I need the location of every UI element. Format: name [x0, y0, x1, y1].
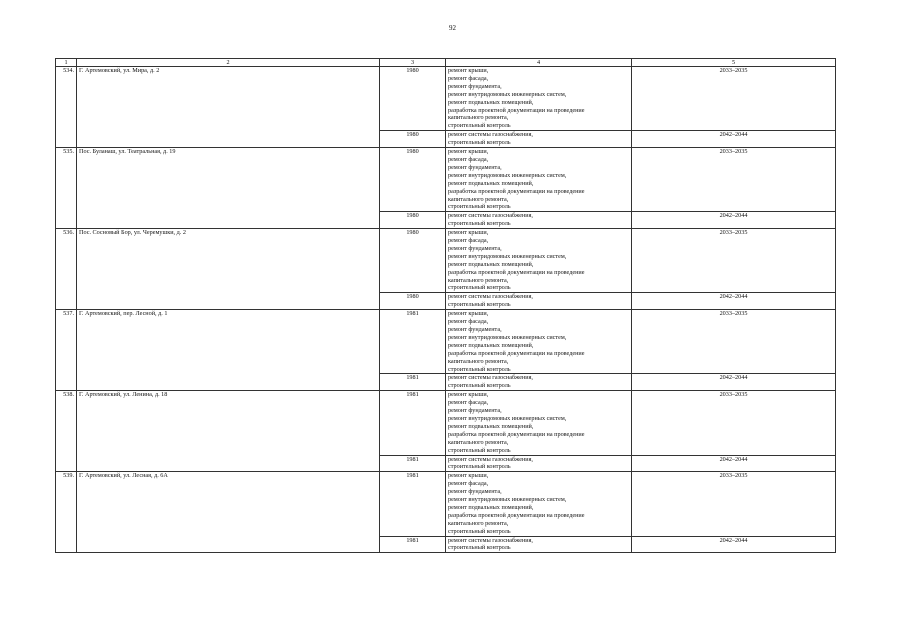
column-header: 3	[380, 59, 446, 67]
repair-work-item: строительный контроль	[448, 527, 511, 535]
repair-work-item: ремонт крыши,	[448, 472, 489, 480]
repair-work-item: ремонт подвальных помещений,	[448, 422, 534, 430]
repair-work-item: ремонт крыши,	[448, 229, 489, 237]
repair-work-item: ремонт подвальных помещений,	[448, 260, 534, 268]
repair-work-item: ремонт внутридомовых инженерных систем,	[448, 252, 567, 260]
repair-period: 2033–2035	[632, 472, 836, 536]
repair-work-item: разработка проектной документации на проведение	[448, 430, 585, 438]
repair-period: 2042–2044	[632, 131, 836, 148]
repair-works	[446, 472, 632, 536]
table-row	[56, 67, 836, 131]
build-year: 1980	[380, 212, 446, 229]
table-row	[56, 148, 836, 212]
build-year: 1981	[380, 536, 446, 553]
building-address: Г. Артемовский, ул. Ленина, д. 18	[77, 391, 380, 472]
repair-work-item: ремонт внутридомовых инженерных систем,	[448, 333, 567, 341]
repair-work-item: строительный контроль	[448, 139, 511, 147]
repair-work-item: строительный контроль	[448, 446, 511, 454]
repair-work-item: строительный контроль	[448, 284, 511, 292]
column-header: 2	[77, 59, 380, 67]
table-row	[56, 472, 836, 536]
repair-work-item: разработка проектной документации на проведение	[448, 106, 585, 114]
repair-works	[446, 455, 632, 472]
repair-work-item: ремонт системы газоснабжения,	[448, 293, 533, 301]
repair-works	[446, 374, 632, 391]
repair-period: 2033–2035	[632, 391, 836, 455]
column-header: 1	[56, 59, 77, 67]
build-year: 1981	[380, 455, 446, 472]
repair-work-item: ремонт фасада,	[448, 318, 489, 326]
build-year: 1980	[380, 229, 446, 293]
build-year: 1980	[380, 148, 446, 212]
repair-work-item: капитального ремонта,	[448, 438, 509, 446]
building-address: Пос. Буланаш, ул. Театральная, д. 19	[77, 148, 380, 229]
repair-work-item: ремонт фундамента,	[448, 407, 502, 415]
row-number: 535.	[56, 148, 77, 229]
repair-works	[446, 131, 632, 148]
build-year: 1981	[380, 391, 446, 455]
build-year: 1981	[380, 374, 446, 391]
build-year: 1981	[380, 310, 446, 374]
repair-works	[446, 212, 632, 229]
build-year: 1980	[380, 293, 446, 310]
repair-work-item: ремонт системы газоснабжения,	[448, 212, 533, 220]
row-number: 536.	[56, 229, 77, 310]
repair-work-item: строительный контроль	[448, 382, 511, 390]
repair-work-item: разработка проектной документации на проведение	[448, 349, 585, 357]
column-header: 4	[446, 59, 632, 67]
table-row	[56, 391, 836, 455]
repair-work-item: ремонт системы газоснабжения,	[448, 536, 533, 544]
repair-work-item: капитального ремонта,	[448, 276, 509, 284]
repair-work-item: ремонт фундамента,	[448, 326, 502, 333]
repair-work-item: ремонт подвальных помещений,	[448, 98, 534, 106]
repair-work-item: строительный контроль	[448, 203, 511, 211]
repair-works	[446, 391, 632, 455]
building-address: Г. Артемовский, ул. Лесная, д. 6А	[77, 472, 380, 553]
repair-work-item: ремонт фасада,	[448, 480, 489, 488]
repair-work-item: ремонт фасада,	[448, 155, 489, 163]
repair-works	[446, 229, 632, 293]
repair-work-item: ремонт фундамента,	[448, 82, 502, 90]
repair-work-item: ремонт крыши,	[448, 310, 489, 318]
row-number: 534.	[56, 67, 77, 148]
table-body	[56, 67, 836, 553]
repair-works	[446, 536, 632, 553]
table-row	[56, 229, 836, 293]
repair-works	[446, 293, 632, 310]
repair-period: 2042–2044	[632, 212, 836, 229]
repair-work-item: ремонт подвальных помещений,	[448, 503, 534, 511]
repair-work-item: строительный контроль	[448, 301, 511, 309]
building-address: Пос. Сосновый Бор, ул. Черемушки, д. 2	[77, 229, 380, 310]
repair-work-item: строительный контроль	[448, 365, 511, 373]
repair-work-item: ремонт фундамента,	[448, 163, 502, 171]
repair-work-item: строительный контроль	[448, 544, 511, 552]
repair-work-item: ремонт системы газоснабжения,	[448, 131, 533, 139]
repair-work-item: ремонт внутридомовых инженерных систем,	[448, 496, 567, 504]
repair-period: 2042–2044	[632, 536, 836, 553]
repair-work-item: капитального ремонта,	[448, 357, 509, 365]
table-row	[56, 310, 836, 374]
repair-works	[446, 148, 632, 212]
repair-work-item: ремонт крыши,	[448, 148, 489, 156]
repair-period: 2042–2044	[632, 455, 836, 472]
repair-period: 2042–2044	[632, 293, 836, 310]
repair-work-item: ремонт фасада,	[448, 237, 489, 245]
repair-work-item: капитального ремонта,	[448, 519, 509, 527]
repair-work-item: ремонт фундамента,	[448, 488, 502, 496]
repair-work-item: ремонт подвальных помещений,	[448, 341, 534, 349]
repair-period: 2033–2035	[632, 310, 836, 374]
repair-work-item: строительный контроль	[448, 122, 511, 130]
repair-work-item: строительный контроль	[448, 220, 511, 228]
building-address: Г. Артемовский, пер. Лесной, д. 1	[77, 310, 380, 391]
row-number: 539.	[56, 472, 77, 553]
repair-work-item: капитального ремонта,	[448, 195, 509, 203]
repair-schedule-table	[55, 58, 836, 553]
building-address: Г. Артемовский, ул. Мира, д. 2	[77, 67, 380, 148]
row-number: 537.	[56, 310, 77, 391]
repair-period: 2033–2035	[632, 148, 836, 212]
build-year: 1980	[380, 67, 446, 131]
repair-works	[446, 310, 632, 374]
repair-work-item: ремонт внутридомовых инженерных систем,	[448, 171, 567, 179]
repair-work-item: разработка проектной документации на проведение	[448, 187, 585, 195]
repair-work-item: ремонт фасада,	[448, 399, 489, 407]
repair-work-item: ремонт внутридомовых инженерных систем,	[448, 90, 567, 98]
repair-work-item: ремонт крыши,	[448, 67, 489, 74]
repair-work-item: ремонт фундамента,	[448, 244, 502, 252]
table-header-row	[56, 59, 836, 67]
repair-work-item: ремонт системы газоснабжения,	[448, 455, 533, 463]
repair-work-item: ремонт системы газоснабжения,	[448, 374, 533, 382]
repair-works	[446, 67, 632, 131]
repair-work-item: ремонт подвальных помещений,	[448, 179, 534, 187]
page-number: 92	[449, 24, 456, 32]
repair-work-item: строительный контроль	[448, 463, 511, 471]
repair-period: 2033–2035	[632, 229, 836, 293]
repair-work-item: разработка проектной документации на проведение	[448, 511, 585, 519]
repair-work-item: разработка проектной документации на проведение	[448, 268, 585, 276]
repair-work-item: ремонт фасада,	[448, 74, 489, 82]
row-number: 538.	[56, 391, 77, 472]
repair-work-item: ремонт крыши,	[448, 391, 489, 399]
repair-work-item: капитального ремонта,	[448, 114, 509, 122]
repair-period: 2042–2044	[632, 374, 836, 391]
column-header: 5	[632, 59, 836, 67]
build-year: 1981	[380, 472, 446, 536]
repair-work-item: ремонт внутридомовых инженерных систем,	[448, 414, 567, 422]
build-year: 1980	[380, 131, 446, 148]
repair-period: 2033–2035	[632, 67, 836, 131]
